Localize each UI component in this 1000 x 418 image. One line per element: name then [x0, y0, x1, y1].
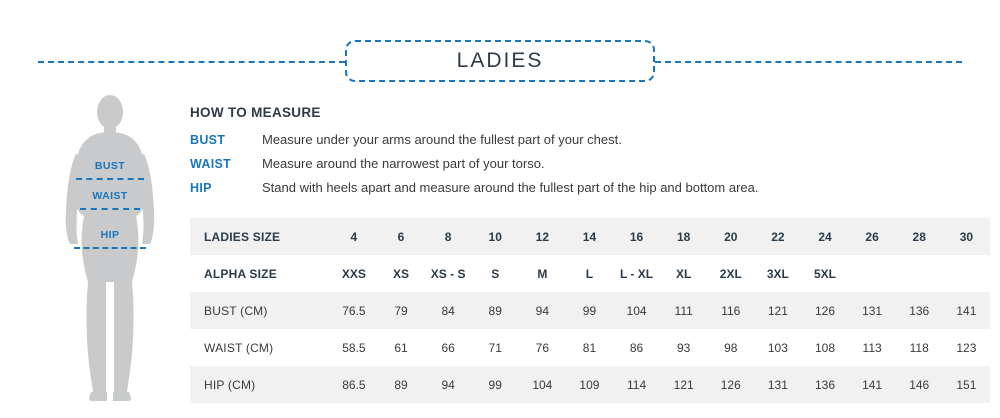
table-cell: 10	[472, 218, 519, 255]
table-cell: 30	[943, 218, 990, 255]
table-cell: S	[472, 255, 519, 292]
table-cell: 58.5	[330, 329, 377, 366]
table-cell	[943, 255, 990, 292]
table-cell: 126	[801, 292, 848, 329]
table-cell: 118	[896, 329, 943, 366]
table-cell: 84	[425, 292, 472, 329]
table-cell: XS - S	[425, 255, 472, 292]
row-header: BUST (CM)	[190, 292, 330, 329]
table-cell: M	[519, 255, 566, 292]
size-table	[190, 218, 990, 403]
table-cell: 66	[425, 329, 472, 366]
table-cell: 86.5	[330, 366, 377, 403]
table-row	[190, 255, 990, 292]
table-cell: 136	[801, 366, 848, 403]
table-cell: 123	[943, 329, 990, 366]
table-cell: 113	[849, 329, 896, 366]
table-cell: XXS	[330, 255, 377, 292]
table-cell: 76	[519, 329, 566, 366]
table-row	[190, 218, 990, 255]
table-cell: 103	[754, 329, 801, 366]
measure-desc-waist: Measure around the narrowest part of your torso.	[262, 156, 545, 171]
table-cell: 121	[660, 366, 707, 403]
table-cell: 20	[707, 218, 754, 255]
table-cell: 28	[896, 218, 943, 255]
table-cell: 136	[896, 292, 943, 329]
dashed-rule-left	[38, 61, 345, 63]
table-cell: 24	[801, 218, 848, 255]
table-cell: 61	[377, 329, 424, 366]
table-cell: 98	[707, 329, 754, 366]
table-cell: 121	[754, 292, 801, 329]
table-cell: 126	[707, 366, 754, 403]
table-row	[190, 292, 990, 329]
table-cell: 104	[519, 366, 566, 403]
table-cell: 4	[330, 218, 377, 255]
title-pill	[345, 40, 655, 82]
table-cell: 99	[566, 292, 613, 329]
table-cell: 108	[801, 329, 848, 366]
row-header: WAIST (CM)	[190, 329, 330, 366]
measure-desc-hip: Stand with heels apart and measure around the fullest part of the hip and bottom area.	[262, 180, 759, 195]
table-cell: 26	[849, 218, 896, 255]
table-cell: 18	[660, 218, 707, 255]
table-cell: 151	[943, 366, 990, 403]
table-cell: 22	[754, 218, 801, 255]
table-cell: 116	[707, 292, 754, 329]
table-cell: 76.5	[330, 292, 377, 329]
figure-rule-bust	[76, 178, 144, 180]
table-cell: 16	[613, 218, 660, 255]
how-to-measure-row	[190, 180, 980, 195]
how-to-measure-title: HOW TO MEASURE	[190, 105, 321, 120]
table-cell: 141	[943, 292, 990, 329]
table-cell: L - XL	[613, 255, 660, 292]
table-cell: 104	[613, 292, 660, 329]
figure-label-bust: BUST	[94, 160, 126, 172]
row-header: HIP (CM)	[190, 366, 330, 403]
table-cell: 141	[849, 366, 896, 403]
table-cell: 93	[660, 329, 707, 366]
row-header: LADIES SIZE	[190, 218, 330, 255]
table-cell: XS	[377, 255, 424, 292]
table-cell: 89	[472, 292, 519, 329]
size-table-wrapper	[190, 218, 990, 403]
table-row	[190, 329, 990, 366]
table-cell: 14	[566, 218, 613, 255]
table-cell: 131	[754, 366, 801, 403]
table-cell: 131	[849, 292, 896, 329]
figure-label-hip: HIP	[100, 229, 120, 241]
how-to-measure-row	[190, 132, 980, 147]
measure-term-hip: HIP	[190, 181, 212, 195]
table-cell: 89	[377, 366, 424, 403]
measure-term-waist: WAIST	[190, 157, 232, 171]
dashed-rule-right	[655, 61, 962, 63]
table-cell: 146	[896, 366, 943, 403]
how-to-measure-section	[190, 105, 980, 204]
table-cell: 79	[377, 292, 424, 329]
page-title: LADIES	[456, 49, 544, 72]
table-row	[190, 366, 990, 403]
table-cell: 71	[472, 329, 519, 366]
table-cell: 111	[660, 292, 707, 329]
table-cell: 94	[425, 366, 472, 403]
row-header: ALPHA SIZE	[190, 255, 330, 292]
chart-header	[0, 38, 1000, 84]
table-cell: XL	[660, 255, 707, 292]
table-cell: 8	[425, 218, 472, 255]
table-cell: 2XL	[707, 255, 754, 292]
table-cell	[849, 255, 896, 292]
measure-term-bust: BUST	[190, 133, 226, 147]
table-cell: 94	[519, 292, 566, 329]
how-to-measure-row	[190, 156, 980, 171]
table-cell: 5XL	[801, 255, 848, 292]
table-cell: 114	[613, 366, 660, 403]
figure-rule-waist	[80, 208, 140, 210]
table-cell: 99	[472, 366, 519, 403]
table-cell: L	[566, 255, 613, 292]
figure-label-waist: WAIST	[92, 190, 128, 202]
table-cell: 3XL	[754, 255, 801, 292]
measure-desc-bust: Measure under your arms around the fullest part of your chest.	[262, 132, 622, 147]
table-cell: 6	[377, 218, 424, 255]
table-cell: 12	[519, 218, 566, 255]
table-cell: 86	[613, 329, 660, 366]
table-cell	[896, 255, 943, 292]
body-figure	[40, 92, 180, 402]
table-cell: 81	[566, 329, 613, 366]
table-cell: 109	[566, 366, 613, 403]
figure-rule-hip	[74, 247, 146, 249]
